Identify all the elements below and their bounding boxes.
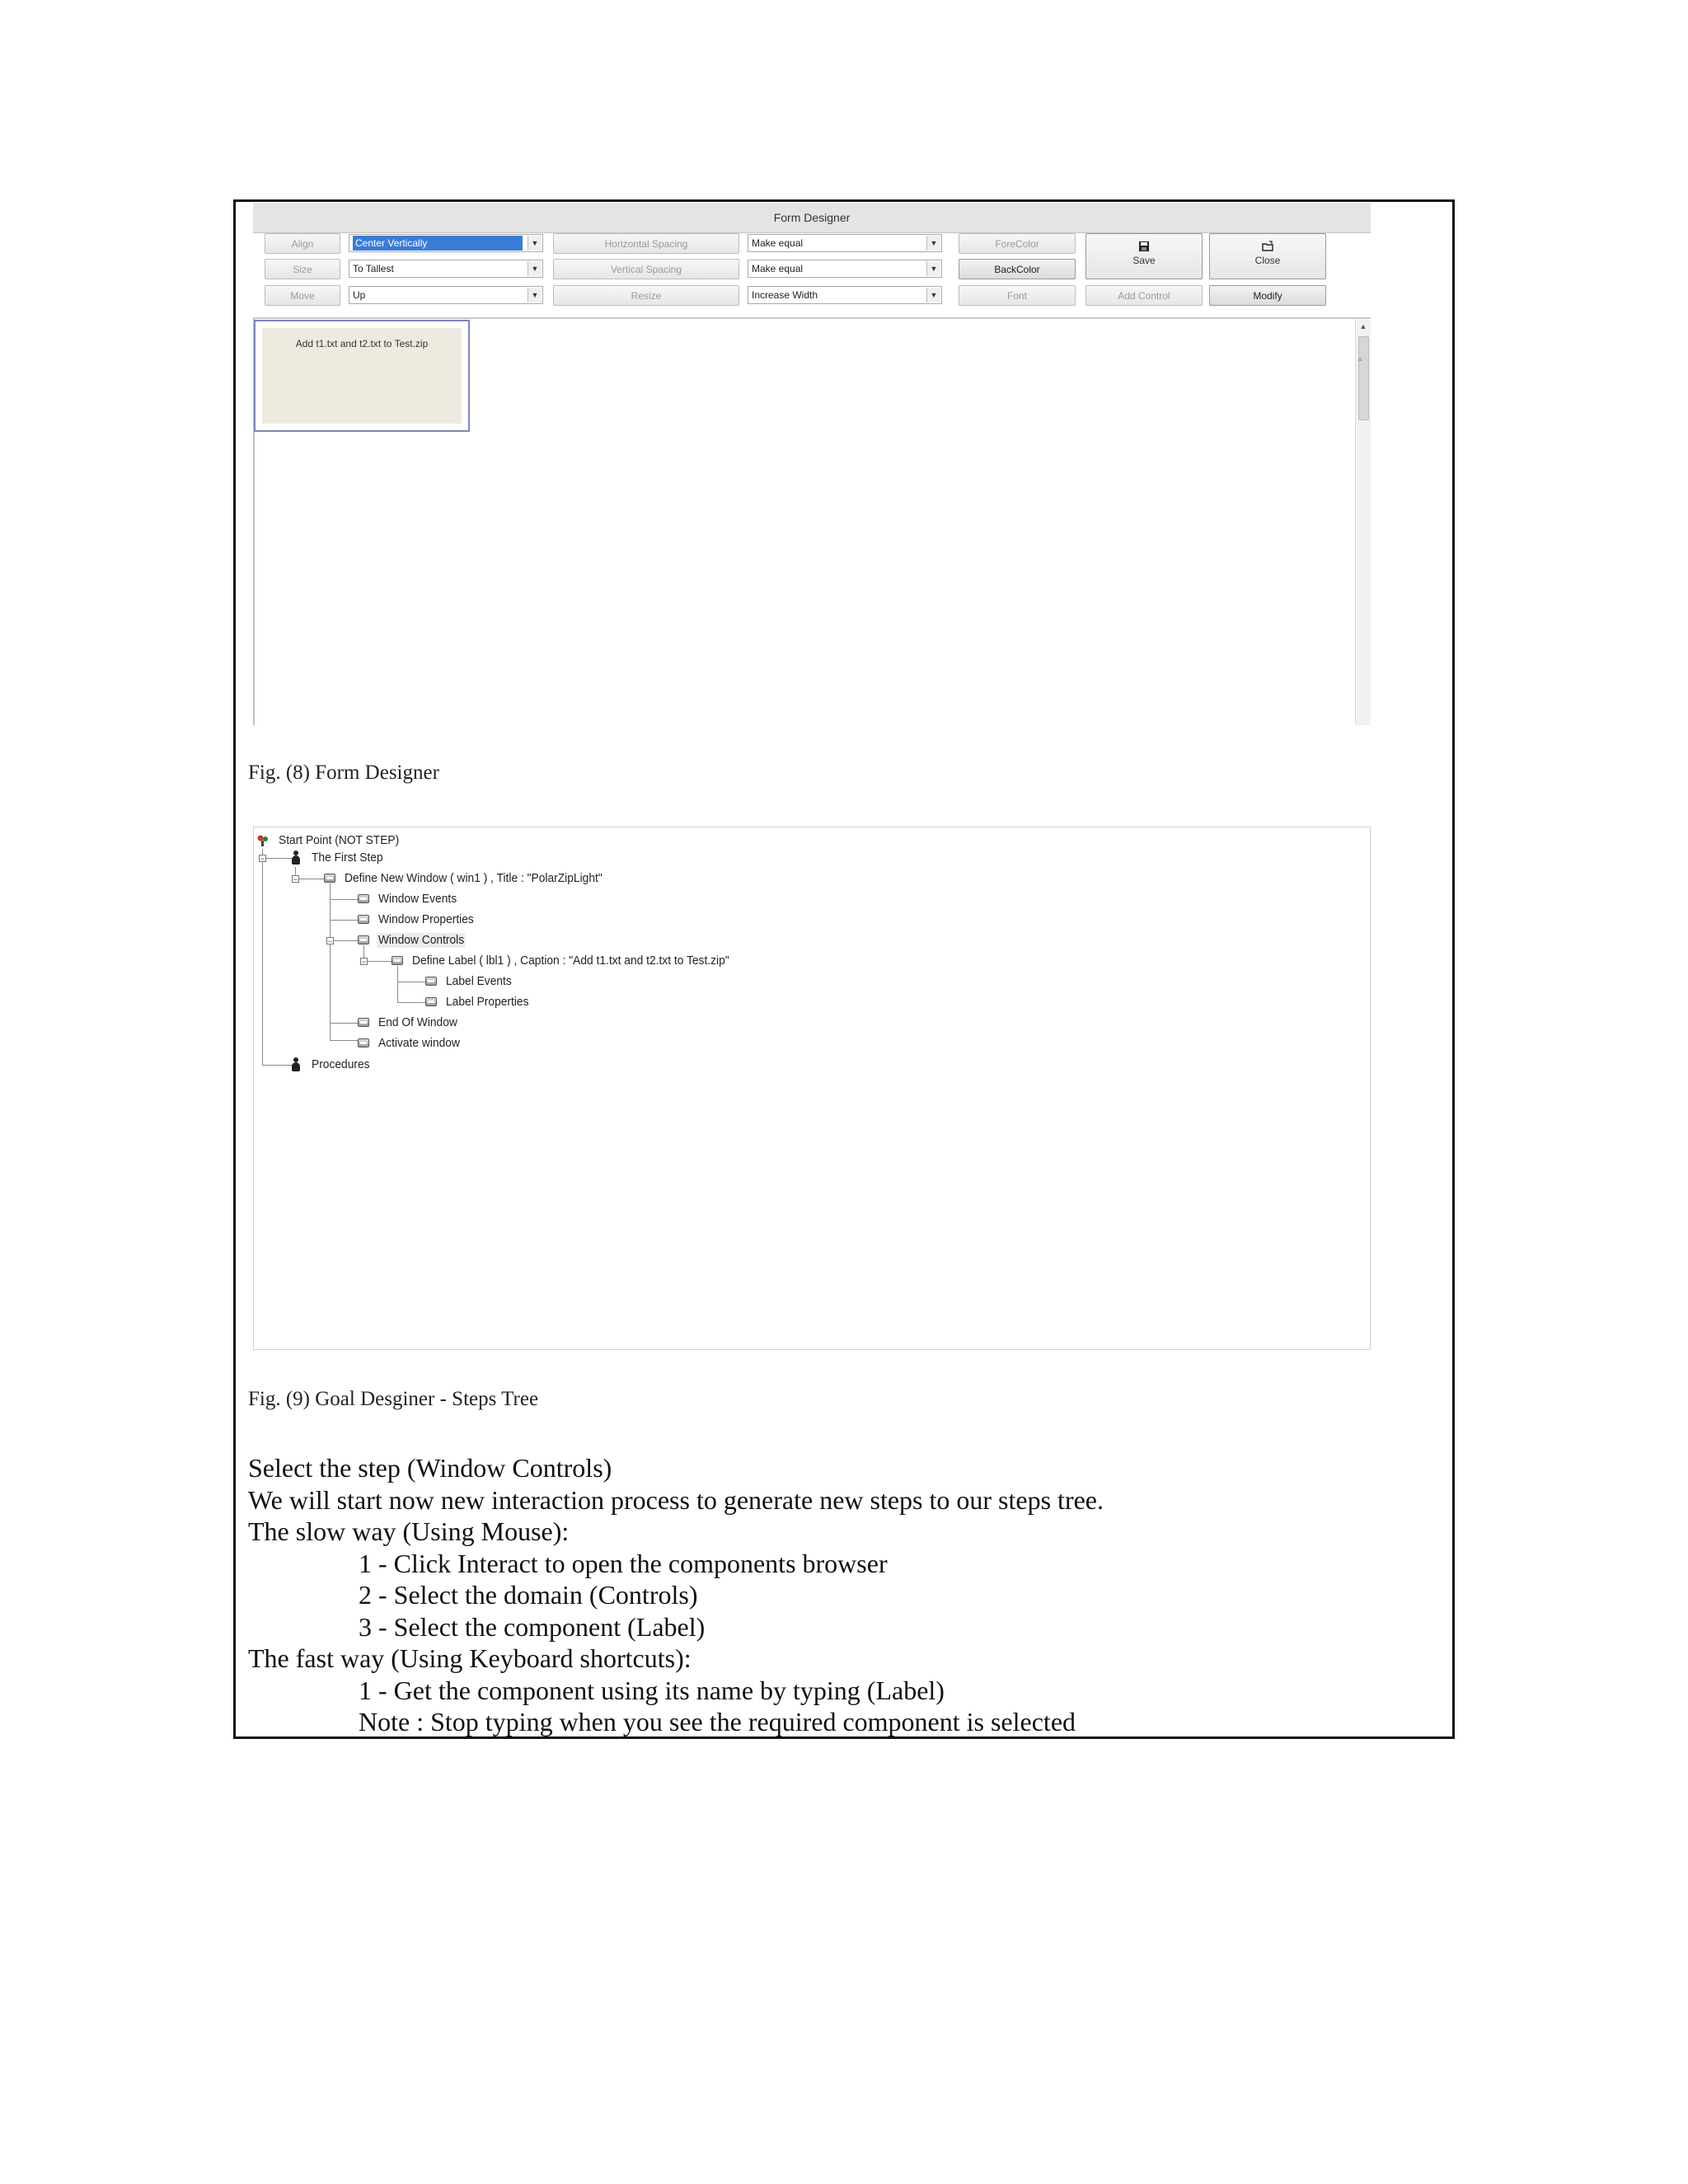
figure-8-caption: Fig. (8) Form Designer bbox=[248, 762, 439, 784]
chevron-down-icon[interactable]: ▼ bbox=[528, 261, 542, 276]
move-button[interactable]: Move bbox=[265, 285, 340, 306]
vertical-spacing-button[interactable]: Vertical Spacing bbox=[553, 259, 739, 279]
resize-combo[interactable] bbox=[748, 286, 942, 304]
tree-node-start-point[interactable]: Start Point (NOT STEP) bbox=[279, 833, 400, 847]
chevron-down-icon[interactable]: ▼ bbox=[926, 261, 940, 276]
tree-node-window-properties[interactable]: Window Properties bbox=[378, 912, 474, 926]
align-combo-value: Center Vertically bbox=[353, 236, 523, 251]
tree-line bbox=[397, 1002, 427, 1003]
tree-node-procedures[interactable]: Procedures bbox=[312, 1057, 370, 1071]
font-button[interactable]: Font bbox=[959, 285, 1076, 306]
tree-line bbox=[330, 1023, 359, 1024]
grip-icon: ≡ bbox=[1358, 356, 1362, 363]
instruction-line: The slow way (Using Mouse): bbox=[248, 1516, 570, 1546]
tree-line bbox=[330, 883, 331, 1040]
collapse-toggle-icon[interactable]: − bbox=[361, 958, 367, 966]
instruction-step: 1 - Get the component using its name by typing (Label) bbox=[359, 1675, 945, 1705]
tree-node-define-window[interactable]: Define New Window ( win1 ) , Title : "PolarZipLight" bbox=[345, 871, 603, 885]
tree-node-label-events[interactable]: Label Events bbox=[446, 974, 512, 988]
collapse-toggle-icon[interactable]: − bbox=[327, 937, 333, 945]
move-combo-value: Up bbox=[353, 289, 366, 301]
tree-line bbox=[330, 920, 359, 921]
events-icon bbox=[358, 894, 369, 903]
chevron-down-icon[interactable]: ▼ bbox=[528, 288, 542, 302]
size-combo-value: To Tallest bbox=[353, 263, 394, 274]
tree-node-first-step[interactable]: The First Step bbox=[312, 851, 383, 865]
collapse-toggle-icon[interactable]: − bbox=[260, 855, 265, 863]
instructions-text bbox=[248, 1452, 1435, 1738]
activate-icon bbox=[358, 1038, 369, 1047]
horizontal-spacing-button[interactable]: Horizontal Spacing bbox=[553, 233, 739, 254]
folder-icon bbox=[1262, 241, 1273, 252]
properties-icon bbox=[358, 915, 369, 924]
instruction-line: We will start now new interaction process to generate new steps to our steps tree. bbox=[248, 1484, 1104, 1515]
controls-icon bbox=[358, 935, 369, 944]
floppy-disk-icon bbox=[1138, 241, 1150, 252]
tree-line bbox=[330, 899, 359, 900]
instruction-step: 3 - Select the component (Label) bbox=[359, 1611, 706, 1642]
resize-combo-value: Increase Width bbox=[752, 289, 818, 301]
tree-node-window-events[interactable]: Window Events bbox=[378, 892, 457, 906]
tree-line bbox=[330, 940, 359, 941]
toolbar-separator bbox=[253, 317, 1371, 319]
canvas-vertical-scrollbar[interactable] bbox=[1355, 320, 1371, 725]
forecolor-button[interactable]: ForeColor bbox=[959, 233, 1076, 254]
form-surface[interactable] bbox=[262, 328, 462, 424]
label-icon bbox=[392, 956, 403, 965]
align-button[interactable]: Align bbox=[265, 233, 340, 254]
form-designer-window bbox=[253, 203, 1371, 725]
tree-node-end-of-window[interactable]: End Of Window bbox=[378, 1015, 457, 1029]
step-person-icon bbox=[291, 851, 301, 865]
instruction-step: 2 - Select the domain (Controls) bbox=[359, 1580, 698, 1610]
procedures-person-icon bbox=[291, 1057, 301, 1072]
instruction-note: Note : Stop typing when you see the required component is selected bbox=[359, 1707, 1076, 1736]
instruction-line: The fast way (Using Keyboard shortcuts): bbox=[248, 1643, 692, 1673]
add-control-button[interactable]: Add Control bbox=[1085, 285, 1203, 306]
vertical-spacing-combo[interactable] bbox=[748, 260, 942, 278]
close-label: Close bbox=[1254, 255, 1281, 266]
window-icon bbox=[324, 874, 335, 883]
tree-node-define-label[interactable]: Define Label ( lbl1 ) , Caption : "Add t1.txt and t2.txt to Test.zip" bbox=[412, 954, 729, 968]
resize-button[interactable]: Resize bbox=[553, 285, 739, 306]
scrollbar-thumb[interactable] bbox=[1358, 336, 1369, 420]
steps-tree bbox=[253, 827, 1371, 1350]
close-button[interactable] bbox=[1209, 233, 1326, 279]
end-window-icon bbox=[358, 1018, 369, 1027]
tree-line bbox=[262, 1065, 295, 1066]
backcolor-button[interactable]: BackColor bbox=[959, 259, 1076, 279]
tree-line bbox=[397, 966, 398, 1002]
save-button[interactable] bbox=[1085, 233, 1203, 279]
horizontal-spacing-combo-value: Make equal bbox=[752, 237, 804, 249]
collapse-toggle-icon[interactable]: − bbox=[293, 875, 298, 883]
chevron-down-icon[interactable]: ▼ bbox=[528, 236, 542, 251]
size-combo[interactable] bbox=[349, 260, 543, 278]
figure-9-caption: Fig. (9) Goal Desginer - Steps Tree bbox=[248, 1388, 539, 1410]
vertical-spacing-combo-value: Make equal bbox=[752, 263, 804, 274]
designed-form[interactable] bbox=[254, 320, 470, 432]
instruction-step: 1 - Click Interact to open the components browser bbox=[359, 1548, 888, 1578]
move-combo[interactable] bbox=[349, 286, 543, 304]
modify-button[interactable]: Modify bbox=[1209, 285, 1326, 306]
horizontal-spacing-combo[interactable] bbox=[748, 234, 942, 252]
size-button[interactable]: Size bbox=[265, 259, 340, 279]
tree-node-activate-window[interactable]: Activate window bbox=[378, 1036, 460, 1050]
tree-node-window-controls[interactable]: Window Controls bbox=[377, 933, 465, 947]
tree-line bbox=[262, 858, 295, 859]
scroll-up-icon[interactable]: ▲ bbox=[1359, 322, 1367, 330]
instruction-line: Select the step (Window Controls) bbox=[248, 1453, 612, 1483]
chevron-down-icon[interactable]: ▼ bbox=[926, 288, 940, 302]
align-combo[interactable] bbox=[349, 234, 543, 252]
tree-line bbox=[363, 961, 393, 962]
tree-line bbox=[330, 1040, 359, 1041]
chevron-down-icon[interactable]: ▼ bbox=[926, 236, 940, 251]
properties-icon bbox=[425, 997, 437, 1006]
form-label[interactable]: Add t1.txt and t2.txt to Test.zip bbox=[295, 338, 429, 349]
form-designer-title: Form Designer bbox=[253, 203, 1371, 233]
start-point-icon bbox=[256, 834, 270, 847]
tree-node-label-properties[interactable]: Label Properties bbox=[446, 995, 529, 1009]
save-label: Save bbox=[1132, 255, 1156, 266]
tree-line bbox=[262, 849, 263, 1066]
events-icon bbox=[425, 977, 437, 986]
